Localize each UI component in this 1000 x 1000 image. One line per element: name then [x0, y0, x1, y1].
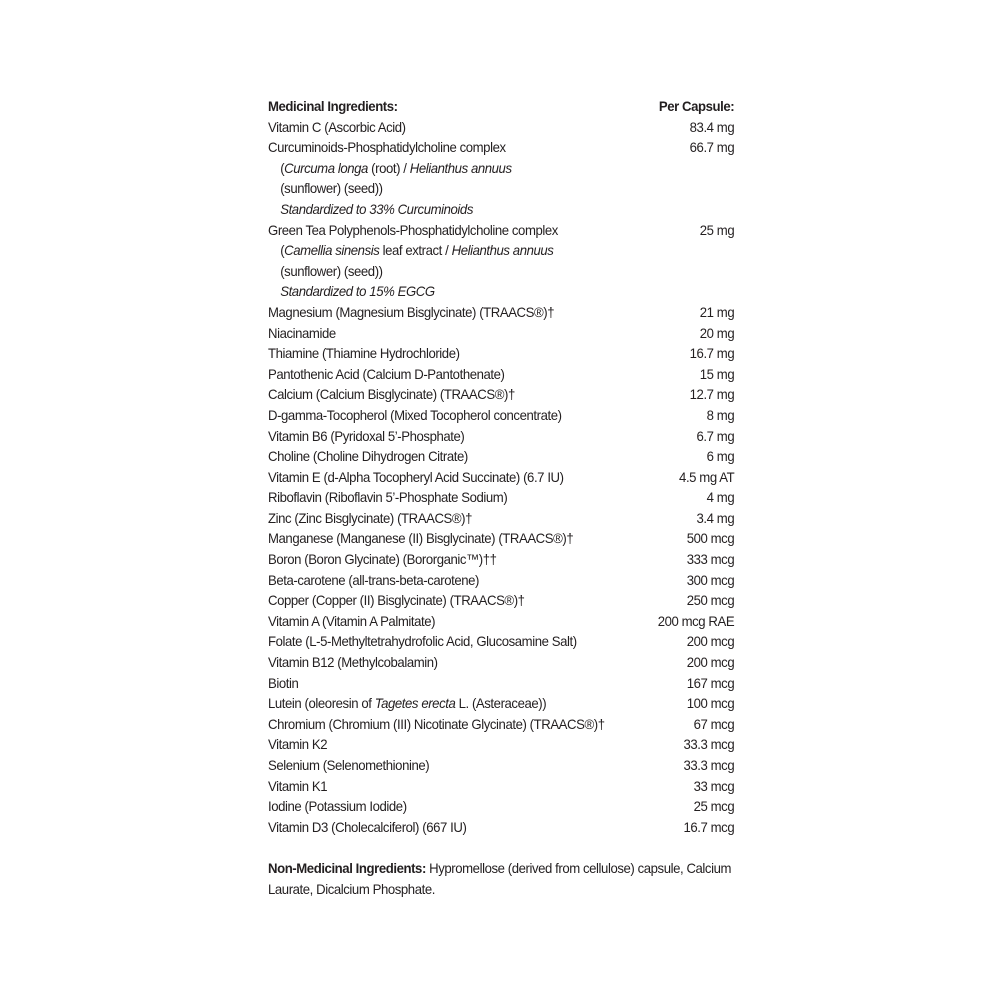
- ingredient-detail-part: (: [280, 159, 285, 176]
- ingredient-detail-text: [280, 158, 734, 179]
- ingredient-amount: 15 mg: [699, 365, 735, 382]
- ingredient-row: [268, 590, 734, 611]
- ingredient-detail-text: [280, 199, 734, 220]
- ingredient-detail-part: (sunflower) (seed)): [280, 180, 383, 197]
- ingredient-row: [268, 776, 734, 797]
- ingredient-amount: 33 mcg: [693, 777, 735, 794]
- ingredient-name: Copper (Copper (II) Bisglycinate) (TRAACS®)†: [268, 592, 525, 609]
- ingredient-row: [268, 467, 734, 488]
- ingredient-name: Iodine (Potassium Iodide): [268, 798, 407, 815]
- ingredient-row: [268, 528, 734, 549]
- ingredient-name: Thiamine (Thiamine Hydrochloride): [268, 345, 460, 362]
- ingredient-name: D-gamma-Tocopherol (Mixed Tocopherol concentrate): [268, 406, 562, 423]
- ingredient-name: Vitamin C (Ascorbic Acid): [268, 118, 406, 135]
- ingredient-row: [268, 405, 734, 426]
- ingredient-row: [268, 549, 734, 570]
- ingredient-detail-text: [280, 178, 734, 199]
- ingredient-amount: 16.7 mg: [689, 345, 735, 362]
- ingredient-detail-italic: Standardized to 33% Curcuminoids: [280, 200, 473, 217]
- ingredient-row: [268, 817, 734, 838]
- ingredients-list: [268, 96, 734, 900]
- ingredient-name: Vitamin E (d-Alpha Tocopheryl Acid Succinate) (6.7 IU): [268, 468, 564, 485]
- ingredient-detail-italic: Camellia sinensis: [284, 242, 380, 259]
- ingredient-name-italic: Tagetes erecta: [374, 695, 456, 712]
- ingredient-amount: 300 mcg: [686, 571, 735, 588]
- ingredient-name-part: Lutein (oleoresin of: [268, 695, 375, 712]
- ingredient-amount: 500 mcg: [686, 530, 735, 547]
- ingredient-name: Curcuminoids-Phosphatidylcholine complex: [268, 139, 506, 156]
- ingredient-detail-text: [280, 240, 734, 261]
- ingredient-row: [268, 117, 734, 138]
- ingredient-amount: 25 mcg: [693, 798, 735, 815]
- ingredient-detail-text: [280, 281, 734, 302]
- ingredient-amount: 33.3 mcg: [683, 736, 735, 753]
- ingredient-name: Biotin: [268, 674, 299, 691]
- ingredient-row: [268, 755, 734, 776]
- ingredient-name: Boron (Boron Glycinate) (Bororganic™)††: [268, 551, 497, 568]
- ingredient-name: Vitamin B6 (Pyridoxal 5’-Phosphate): [268, 427, 465, 444]
- ingredient-amount: 4.5 mg AT: [679, 468, 735, 485]
- ingredient-row: [268, 652, 734, 673]
- ingredient-row: [268, 508, 734, 529]
- ingredient-amount: 200 mcg RAE: [657, 612, 735, 629]
- ingredient-name-part: L. (Asteraceae)): [455, 695, 547, 712]
- ingredient-row: [268, 693, 734, 714]
- ingredient-amount: 3.4 mg: [696, 509, 735, 526]
- ingredient-row: [268, 796, 734, 817]
- ingredient-amount: 200 mcg: [686, 654, 735, 671]
- ingredient-amount: 67 mcg: [693, 715, 735, 732]
- ingredient-name: Beta-carotene (all-trans-beta-carotene): [268, 571, 480, 588]
- ingredient-detail-italic: Standardized to 15% EGCG: [280, 283, 435, 300]
- ingredient-detail-line: [268, 178, 734, 199]
- ingredient-amount: 66.7 mg: [689, 139, 735, 156]
- ingredient-amount: 12.7 mg: [689, 386, 735, 403]
- ingredient-name: Zinc (Zinc Bisglycinate) (TRAACS®)†: [268, 509, 473, 526]
- ingredient-name: [268, 693, 687, 714]
- ingredient-row: [268, 611, 734, 632]
- ingredient-row: [268, 220, 734, 241]
- ingredient-name: Vitamin A (Vitamin A Palmitate): [268, 612, 436, 629]
- ingredient-name: Manganese (Manganese (II) Bisglycinate) (TRAACS®)†: [268, 530, 574, 547]
- ingredient-detail-part: leaf extract /: [379, 242, 452, 259]
- ingredient-amount: 16.7 mcg: [683, 818, 735, 835]
- ingredient-name: Pantothenic Acid (Calcium D-Pantothenate): [268, 365, 505, 382]
- ingredient-detail-italic: Helianthus annuus: [451, 242, 554, 259]
- ingredient-row: [268, 487, 734, 508]
- ingredient-amount: 167 mcg: [686, 674, 735, 691]
- ingredient-detail-part: (root) /: [367, 159, 410, 176]
- ingredient-detail-line: [268, 281, 734, 302]
- ingredient-amount: 33.3 mcg: [683, 757, 735, 773]
- ingredient-name: Vitamin K2: [268, 736, 328, 753]
- ingredient-detail-part: (: [280, 242, 285, 259]
- ingredient-amount: 250 mcg: [686, 592, 735, 609]
- ingredient-detail-italic: Curcuma longa: [284, 159, 368, 176]
- ingredient-detail-italic: Helianthus annuus: [409, 159, 512, 176]
- ingredient-detail-line: [268, 261, 734, 282]
- non-medicinal-ingredients: [268, 858, 734, 900]
- ingredient-name: Vitamin K1: [268, 777, 328, 794]
- ingredient-amount: 100 mcg: [686, 695, 735, 712]
- ingredient-name: Riboflavin (Riboflavin 5’-Phosphate Sodium): [268, 489, 508, 506]
- non-medicinal-label: Non-Medicinal Ingredients:: [268, 860, 426, 877]
- ingredient-row: [268, 364, 734, 385]
- ingredient-amount: 4 mg: [706, 489, 735, 506]
- ingredient-amount: 83.4 mg: [689, 118, 735, 135]
- ingredient-row: [268, 137, 734, 158]
- ingredient-amount: 21 mg: [699, 303, 735, 320]
- ingredient-name: Calcium (Calcium Bisglycinate) (TRAACS®)†: [268, 386, 515, 403]
- ingredient-name: Choline (Choline Dihydrogen Citrate): [268, 448, 468, 465]
- ingredients-header: [268, 96, 734, 117]
- ingredient-row: [268, 446, 734, 467]
- ingredient-row: [268, 631, 734, 652]
- ingredient-name: Green Tea Polyphenols-Phosphatidylcholine complex: [268, 221, 558, 238]
- ingredient-row: [268, 570, 734, 591]
- ingredient-row: [268, 323, 734, 344]
- ingredient-row: [268, 302, 734, 323]
- ingredient-name: Selenium (Selenomethionine): [268, 757, 430, 773]
- ingredient-amount: 20 mg: [699, 324, 735, 341]
- ingredient-rows: [268, 117, 734, 838]
- ingredient-row: [268, 734, 734, 755]
- ingredient-name: Magnesium (Magnesium Bisglycinate) (TRAACS®)†: [268, 303, 555, 320]
- per-capsule-heading: Per Capsule:: [658, 98, 735, 114]
- ingredient-name: Chromium (Chromium (III) Nicotinate Glycinate) (TRAACS®)†: [268, 715, 605, 732]
- ingredient-name: Folate (L-5-Methyltetrahydrofolic Acid, Glucosamine Salt): [268, 633, 577, 650]
- ingredient-amount: 8 mg: [706, 406, 735, 423]
- ingredient-name: Vitamin B12 (Methylcobalamin): [268, 654, 438, 671]
- ingredient-amount: 6.7 mg: [696, 427, 735, 444]
- ingredient-amount: 6 mg: [706, 448, 735, 465]
- ingredient-detail-line: [268, 240, 734, 261]
- non-medicinal-text: Hypromellose (derived from cellulose) capsule, Calcium Laurate, Dicalcium Phosphate.: [268, 860, 732, 898]
- ingredient-name: Vitamin D3 (Cholecalciferol) (667 IU): [268, 818, 467, 835]
- ingredient-row: [268, 343, 734, 364]
- ingredient-detail-part: (sunflower) (seed)): [280, 262, 383, 279]
- medicinal-ingredients-heading: Medicinal Ingredients:: [268, 98, 398, 114]
- ingredient-row: [268, 714, 734, 735]
- ingredient-row: [268, 673, 734, 694]
- ingredient-amount: 200 mcg: [686, 633, 735, 650]
- ingredients-panel: [268, 96, 735, 900]
- ingredient-amount: 25 mg: [699, 221, 735, 238]
- ingredient-detail-line: [268, 158, 734, 179]
- ingredient-row: [268, 384, 734, 405]
- ingredient-row: [268, 426, 734, 447]
- ingredient-detail-text: [280, 261, 734, 282]
- ingredient-amount: 333 mcg: [686, 551, 735, 568]
- ingredient-detail-line: [268, 199, 734, 220]
- ingredient-name: Niacinamide: [268, 324, 336, 341]
